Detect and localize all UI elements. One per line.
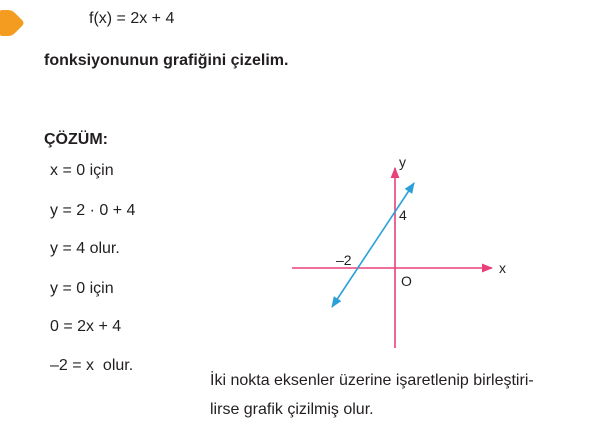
solution-heading: ÇÖZÜM: <box>44 131 108 148</box>
x-axis-label: x <box>499 260 506 276</box>
explanation-line: lirse grafik çizilmiş olur. <box>210 401 374 418</box>
solution-step: y = 0 için <box>50 280 114 297</box>
section-marker-icon <box>0 10 26 36</box>
coordinate-graph <box>286 150 526 355</box>
y-axis-label: y <box>399 154 406 170</box>
origin-label: O <box>401 273 412 289</box>
y-intercept-label: 4 <box>399 207 407 223</box>
function-definition: f(x) = 2x + 4 <box>89 10 175 27</box>
solution-step: y = 4 olur. <box>50 240 120 257</box>
explanation-line: İki nokta eksenler üzerine işaretlenip birleştiri- <box>210 372 534 389</box>
problem-instruction: fonksiyonunun grafiğini çizelim. <box>44 52 289 69</box>
x-intercept-label: –2 <box>336 252 352 268</box>
solution-step: 0 = 2x + 4 <box>50 318 122 335</box>
solution-step: y = 2 · 0 + 4 <box>50 202 136 219</box>
solution-step: –2 = x olur. <box>50 357 134 374</box>
solution-step: x = 0 için <box>50 162 114 179</box>
